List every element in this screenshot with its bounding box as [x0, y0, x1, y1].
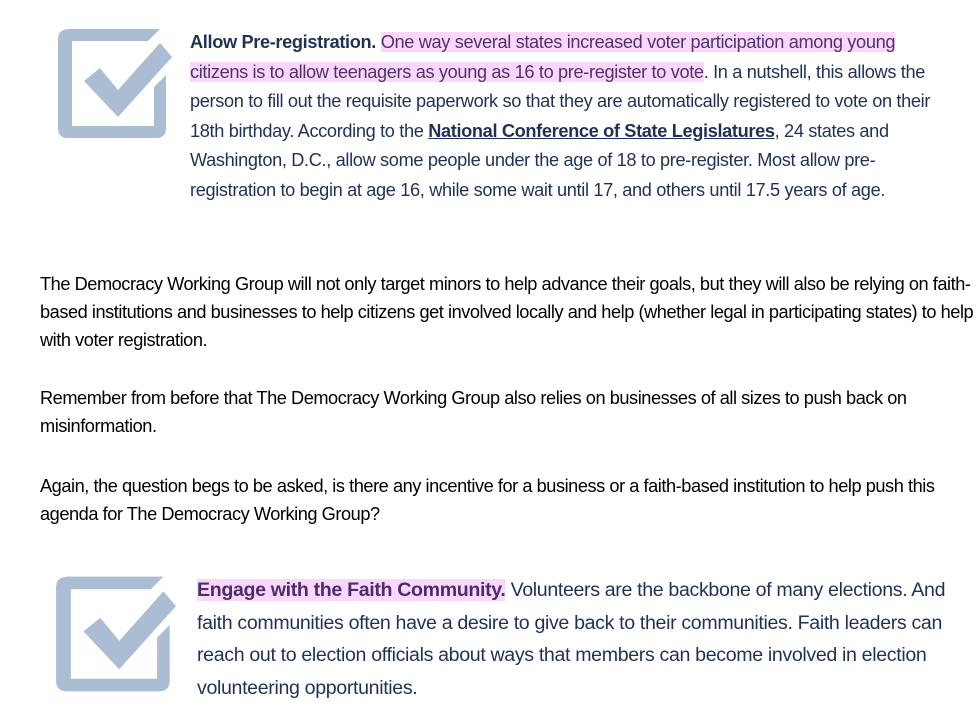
- paragraph-minors: The Democracy Working Group will not only target minors to help advance their goals, but they will also be relying on faith-based institutions and businesses to help citizens get involved locally and help (whether legal in participating states) to help with voter registration.: [40, 274, 974, 350]
- card-title: Allow Pre-registration.: [190, 32, 376, 52]
- card-title: Engage with the Faith Community.: [197, 579, 506, 601]
- highlighted-text: One way several states increased voter participation among young citizens is to allow teenagers as young as 16 to pre-register to vote: [190, 32, 896, 82]
- paragraph-businesses: Remember from before that The Democracy Working Group also relies on businesses of all sizes to push back on misinformation.: [40, 388, 907, 436]
- card-body: Volunteers are the backbone of many elections. And faith communities often have a desire to give back to their communities. Faith leaders can reach out to election officials about ways that members can become involved in election volunteering opportunities.: [197, 579, 946, 699]
- faith-community-text: [197, 574, 977, 704]
- checkbox-checked-icon: [56, 27, 172, 140]
- checkbox-checked-icon: [54, 574, 176, 694]
- paragraph-question: Again, the question begs to be asked, is there any incentive for a business or a faith-based institution to help push this agenda for The Democracy Working Group?: [40, 476, 935, 524]
- card-body: . In a nutshell, this allows the person to fill out the requisite paperwork so that they are automatically registered to vote on their 18th birthday. According to the: [190, 61, 931, 141]
- pre-registration-text: [190, 28, 950, 205]
- ncsl-link[interactable]: National Conference of State Legislatures: [428, 120, 775, 141]
- card-body-end: , 24 states and Washington, D.C., allow some people under the age of 18 to pre-register. Most allow pre-registration to begin at age 16, while some wait until 17, and others until 17.5 years of age.: [190, 120, 889, 200]
